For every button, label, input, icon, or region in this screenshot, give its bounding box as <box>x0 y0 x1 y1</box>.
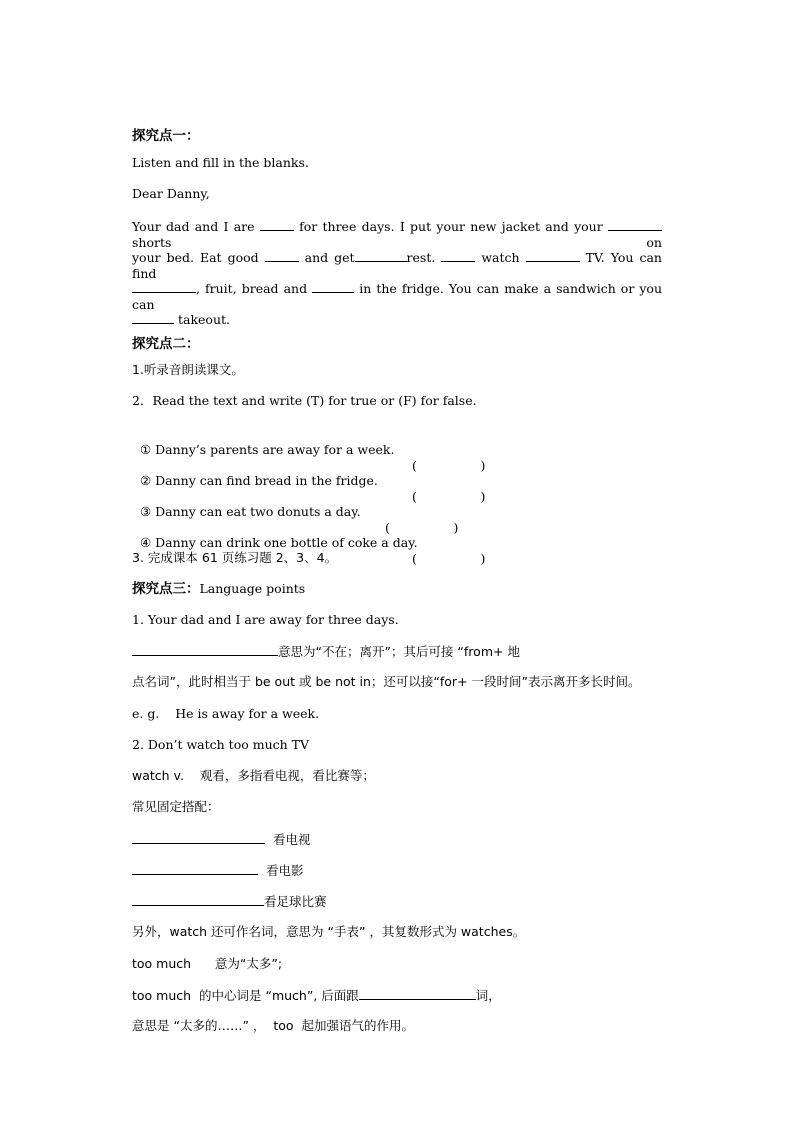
text-fragment: 词， <box>475 988 501 1003</box>
text-fragment: rest. <box>406 250 436 265</box>
letter-line-2 <box>132 249 662 282</box>
statement-text: Danny can eat two donuts a day. <box>155 504 361 519</box>
point2-meaning: 意思是 “太多的……” ， too 起加强语气的作用。 <box>132 1018 414 1033</box>
text-fragment: Your dad and I are <box>132 219 255 234</box>
point2-toomuch: too much 意为“太多”; <box>132 956 283 971</box>
text-fragment: for three days. I put your new jacket and your <box>299 219 603 234</box>
point2-title: 2. Don’t watch too much TV <box>132 737 310 752</box>
statement-number: ② <box>139 473 152 488</box>
section2-item-1: 1.听录音朗读课文。 <box>132 362 244 377</box>
collocation-meaning: 看电影 <box>265 863 304 878</box>
fill-blank[interactable] <box>260 218 294 231</box>
text-fragment: watch <box>481 250 520 265</box>
fill-blank[interactable] <box>312 280 354 293</box>
fill-blank[interactable] <box>608 218 662 231</box>
fill-blank[interactable] <box>359 987 476 1000</box>
section1-heading: 探究点一： <box>132 128 200 144</box>
statement-number: ③ <box>139 504 152 519</box>
answer-parentheses[interactable]: ( ) <box>412 489 486 504</box>
text-fragment: shorts on <box>132 235 662 250</box>
text-fragment: in the fridge. You can make a sandwich or you can <box>132 281 662 312</box>
fill-blank[interactable] <box>355 249 407 262</box>
answer-parentheses[interactable]: ( ) <box>385 520 459 535</box>
point1-example: e. g. He is away for a week. <box>132 706 320 721</box>
answer-parentheses[interactable]: ( ) <box>412 551 486 566</box>
letter-line-3 <box>132 280 662 313</box>
collocation-meaning: 看足球比赛 <box>264 894 327 909</box>
fill-blank[interactable] <box>526 249 580 262</box>
text-fragment: too much 的中心词是 “much”, 后面跟 <box>132 988 359 1003</box>
letter-greeting: Dear Danny, <box>132 186 210 201</box>
fill-blank[interactable] <box>132 280 196 293</box>
point2-common: 常见固定搭配： <box>132 799 220 814</box>
section3-heading-row <box>132 581 305 597</box>
section3-heading: 探究点三： <box>132 581 200 597</box>
text-fragment: , fruit, bread and <box>196 281 308 296</box>
point1-line2: 点名词”，此时相当于 be out 或 be not in；还可以接“for+ 一段时间”表示离开多长时间。 <box>132 674 641 689</box>
point1-title: 1. Your dad and I are away for three days. <box>132 612 399 627</box>
point2-center <box>132 987 501 1004</box>
fill-blank[interactable] <box>265 249 299 262</box>
text-fragment: takeout. <box>177 312 231 327</box>
section2-item-2: 2．Read the text and write (T) for true or (F) for false. <box>132 393 477 408</box>
fill-blank[interactable] <box>132 643 278 656</box>
text-fragment: your bed. Eat good <box>132 250 259 265</box>
answer-parentheses[interactable]: ( ) <box>412 458 486 473</box>
fill-blank[interactable] <box>132 893 264 906</box>
section2-heading: 探究点二： <box>132 336 200 352</box>
point1-line1 <box>132 643 520 660</box>
section3-heading-en: Language points <box>199 581 306 596</box>
fill-blank[interactable] <box>441 249 475 262</box>
collocation-meaning: 看电视 <box>272 832 311 847</box>
statement-number: ④ <box>139 535 152 550</box>
section1-instruction: Listen and fill in the blanks. <box>132 155 309 170</box>
collocation-row <box>132 831 310 848</box>
fill-blank[interactable] <box>132 311 174 324</box>
fill-blank[interactable] <box>132 831 265 844</box>
letter-line-4 <box>132 311 230 328</box>
letter-line-1 <box>132 218 662 251</box>
point2-watch: watch v. 观看，多指看电视，看比赛等； <box>132 768 375 783</box>
text-fragment: 意思为“不在；离开”；其后可接 “from+ 地 <box>278 644 520 659</box>
text-fragment: TV. You can find <box>132 250 662 281</box>
statement-number: ① <box>139 442 152 457</box>
text-fragment: and get <box>304 250 355 265</box>
collocation-row <box>132 893 327 910</box>
collocation-row <box>132 862 303 879</box>
point2-noun: 另外，watch 还可作名词，意思为 “手表” ，其复数形式为 watches。 <box>132 924 526 939</box>
statement-text: Danny can drink one bottle of coke a day. <box>155 535 418 550</box>
statement-text: Danny can find bread in the fridge. <box>155 473 378 488</box>
fill-blank[interactable] <box>132 862 258 875</box>
statement-text: Danny’s parents are away for a week. <box>155 442 395 457</box>
section2-item-3: 3. 完成课本 61 页练习题 2、3、4。 <box>132 550 338 565</box>
